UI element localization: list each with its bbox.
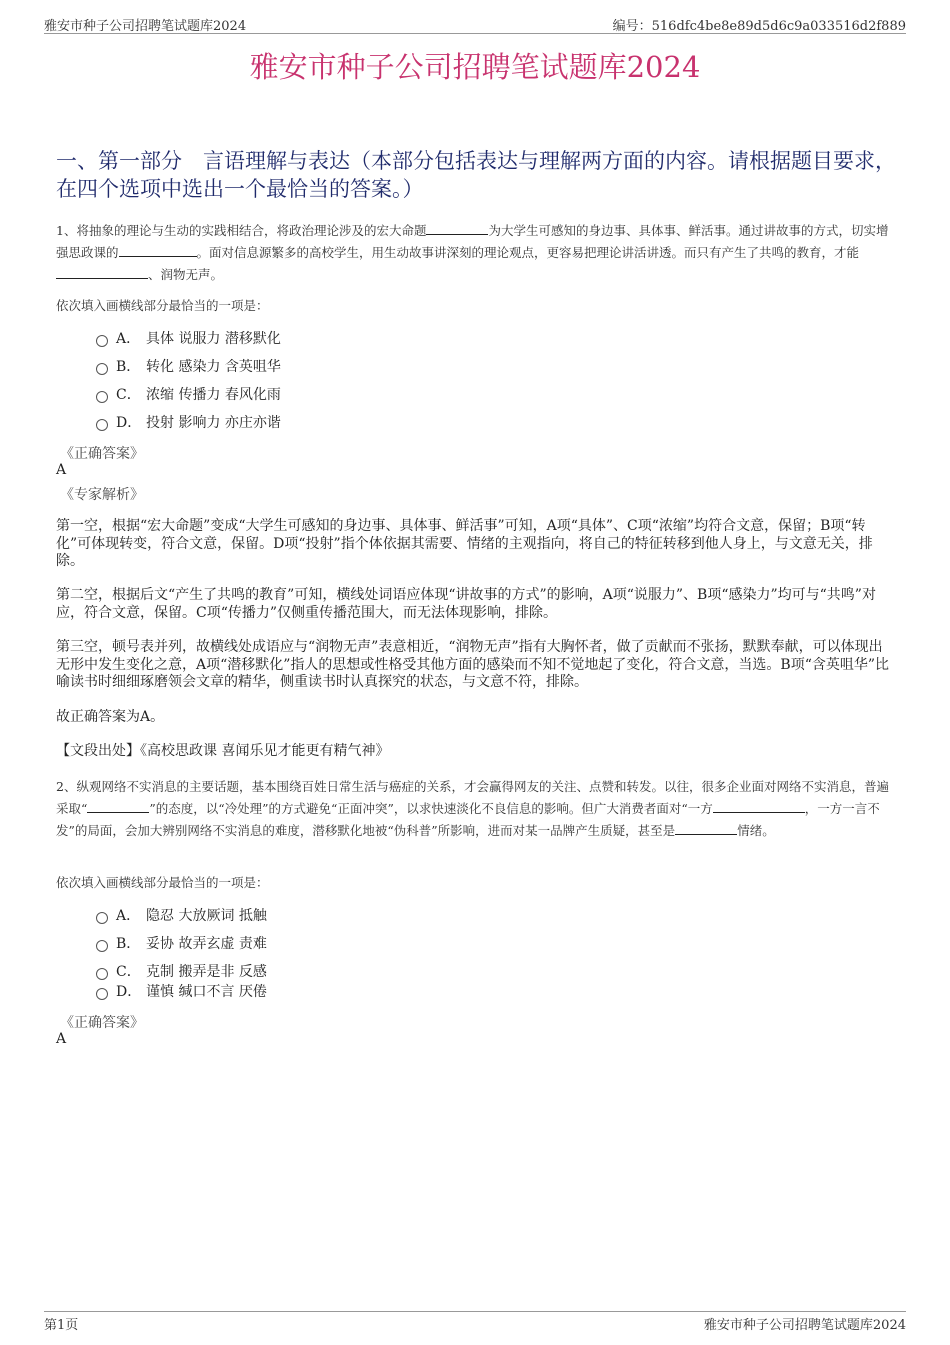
radio-icon[interactable] (96, 968, 108, 980)
q1-option-b[interactable]: B． 转化 感染力 含英咀华 (96, 357, 281, 377)
footer-doc-title: 雅安市种子公司招聘笔试题库2024 (703, 1318, 906, 1333)
footer-divider (44, 1311, 906, 1312)
radio-icon[interactable] (96, 988, 108, 1000)
q2-answer: A (56, 1031, 67, 1047)
radio-icon[interactable] (96, 940, 108, 952)
radio-icon[interactable] (96, 391, 108, 403)
q1-option-d[interactable]: D． 投射 影响力 亦庄亦谐 (96, 413, 281, 433)
q2-blank-1 (87, 799, 149, 813)
radio-icon[interactable] (96, 363, 108, 375)
q1-blank-1 (426, 221, 488, 235)
header-doc-title: 雅安市种子公司招聘笔试题库2024 (44, 19, 247, 34)
footer-page-number: 第1页 (44, 1318, 79, 1333)
q2-option-a[interactable]: A． 隐忍 大放厥词 抵触 (96, 906, 267, 926)
q1-analysis-2: 第二空，根据后文“产生了共鸣的教育”可知，横线处词语应体现“讲故事的方式”的影响，A项“说服力”、B项“感染力”均可与“共鸣”对应，符合文意，保留。C项“传播力”仅侧重传播范围大，而无法体现影响，排除。 (56, 587, 876, 621)
q2-blank-2 (713, 799, 805, 813)
q1-analysis-1: 第一空，根据“宏大命题”变成“大学生可感知的身边事、具体事、鲜活事”可知，A项“具体”、C项“浓缩”均符合文意，保留；B项“转化”可体现转变，符合文意，保留。D项“投射”指个体依据其需要、情绪的主观指向，将自己的特征转移到他人身上，与文意无关，排除。 (56, 518, 873, 569)
q1-prompt: 依次填入画横线部分最恰当的一项是： (56, 298, 269, 313)
q2-option-b[interactable]: B． 妥协 故弄玄虚 责难 (96, 934, 267, 954)
q1-answer: A (56, 462, 67, 478)
q1-source: 【文段出处】《高校思政课 喜闻乐见才能更有精气神》 (56, 743, 390, 759)
q2-option-d[interactable]: D． 谨慎 缄口不言 厌倦 (96, 982, 267, 1002)
radio-icon[interactable] (96, 912, 108, 924)
q1-blank-2 (119, 243, 197, 257)
q1-stem: 1、将抽象的理论与生动的实践相结合，将政治理论涉及的宏大命题 为大学生可感知的身边事、具体事、鲜活事。通过讲故事的方式，切实增强思政课的 。面对信息源繁多的高校学生，用生动故事讲深刻的理论观点，更容易把理论讲活讲透。而只有产生了共鸣的教育，才能、润物无声。 (56, 223, 889, 282)
q1-option-a[interactable]: A． 具体 说服力 潜移默化 (96, 329, 281, 349)
q2-stem: 2、纵观网络不实消息的主要话题，基本围绕百姓日常生活与癌症的关系，才会赢得网友的关注、点赞和转发。以往，很多企业面对网络不实消息，普遍采取“ ”的态度，以“冷处理”的方式避免“正面冲突”，以求快速淡化不良信息的影响。但广大消费者面对“一方 ，一方一言不发”的局面，会加大辨别网络不实消息的难度，潜移默化地被“伪科普”所影响，进而对某一品牌产生质疑，甚至是 情绪。 (56, 779, 889, 838)
q2-blank-3 (675, 821, 737, 835)
q2-answer-label: 《正确答案》 (60, 1015, 144, 1031)
q2-option-c[interactable]: C． 克制 搬弄是非 反感 (96, 962, 267, 982)
radio-icon[interactable] (96, 335, 108, 347)
page-title: 雅安市种子公司招聘笔试题库2024 (249, 50, 701, 84)
q1-analysis-4: 故正确答案为A。 (56, 709, 165, 725)
q1-answer-label: 《正确答案》 (60, 446, 144, 462)
q1-blank-3 (56, 265, 148, 279)
radio-icon[interactable] (96, 419, 108, 431)
q1-option-c[interactable]: C． 浓缩 传播力 春风化雨 (96, 385, 281, 405)
q1-analysis-label: 《专家解析》 (60, 487, 144, 503)
header-divider (44, 33, 906, 34)
section-heading: 一、第一部分 言语理解与表达（本部分包括表达与理解两方面的内容。请根据题目要求，在四个选项中选出一个最恰当的答案。） (56, 149, 896, 201)
header-doc-number: 编号：516dfc4be8e89d5d6c9a033516d2f889 (612, 19, 906, 34)
q1-analysis-3: 第三空，顿号表并列，故横线处成语应与“润物无声”表意相近，“润物无声”指有大胸怀者，做了贡献而不张扬，默默奉献，可以体现出无形中发生变化之意，A项“潜移默化”指人的思想或性格受其他方面的感染而不知不觉地起了变化，符合文意，当选。B项“含英咀华”比喻读书时细细琢磨领会文章的精华，侧重读书时认真探究的状态，与文意不符，排除。 (56, 639, 890, 690)
q2-prompt: 依次填入画横线部分最恰当的一项是： (56, 875, 269, 890)
